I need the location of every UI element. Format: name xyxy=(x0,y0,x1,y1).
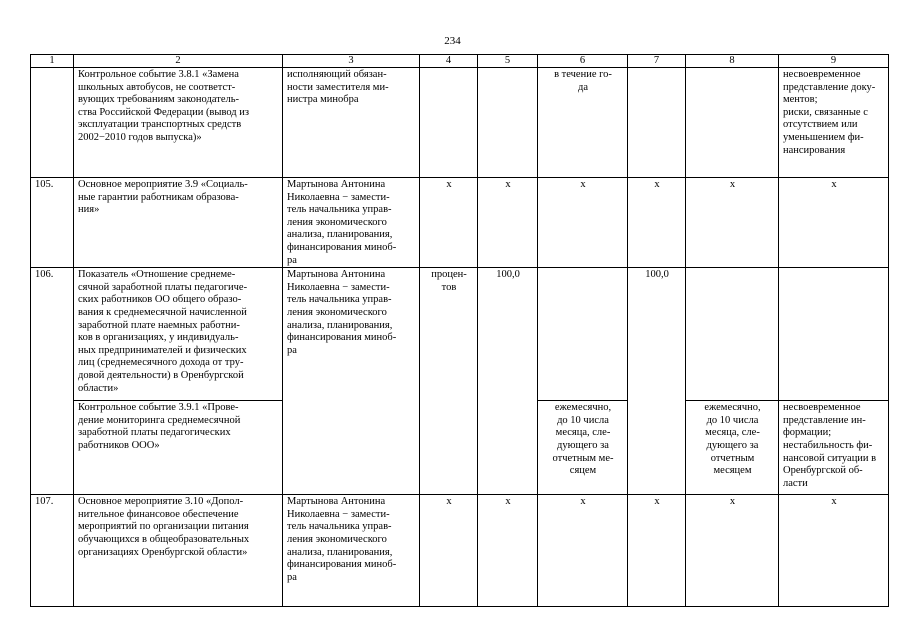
col-header: 2 xyxy=(74,55,283,68)
base-value: х xyxy=(478,495,538,607)
col-header: 5 xyxy=(478,55,538,68)
unit: х xyxy=(420,178,478,268)
risks: х xyxy=(779,178,889,268)
responsible: Мартынова Антонина Николаевна − замести- тель начальника управ- ления экономического анализа, планирования, финансирования миноб- ра xyxy=(283,268,420,495)
event-name: Основное мероприятие 3.9 «Социаль- ные гарантии работникам образова- ния» xyxy=(74,178,283,268)
plan-table xyxy=(30,54,889,607)
period xyxy=(686,268,779,401)
responsible: исполняющий обязан- ности заместителя ми- нистра минобра xyxy=(283,68,420,178)
period: х xyxy=(686,495,779,607)
event-name: Контрольное событие 3.8.1 «Замена школьных автобусов, не соответст- вующих требованиям законодатель- ства Российской Федерации (вывод из эксплуатации транспортных средств 2002−2010 годов выпуска)» xyxy=(74,68,283,178)
period: х xyxy=(686,178,779,268)
unit: процен- тов xyxy=(420,268,478,495)
table-row xyxy=(31,68,889,178)
period xyxy=(686,68,779,178)
col-header: 3 xyxy=(283,55,420,68)
target-value: х xyxy=(628,178,686,268)
row-number: 106. xyxy=(31,268,74,495)
deadline: х xyxy=(538,495,628,607)
base-value: х xyxy=(478,178,538,268)
deadline: х xyxy=(538,178,628,268)
deadline: ежемесячно, до 10 числа месяца, сле- дующего за отчетным ме- сяцем xyxy=(538,401,628,495)
base-value xyxy=(478,68,538,178)
row-number xyxy=(31,68,74,178)
risks: несвоевременное представление ин- формации; нестабильность фи- нансовой ситуации в Оренбургской об- ласти xyxy=(779,401,889,495)
risks xyxy=(779,268,889,401)
col-header: 1 xyxy=(31,55,74,68)
column-numbers-row xyxy=(31,55,889,68)
deadline: в течение го- да xyxy=(538,68,628,178)
target-value: 100,0 xyxy=(628,268,686,495)
table-row xyxy=(31,495,889,607)
deadline xyxy=(538,268,628,401)
risks: несвоевременное представление доку- ментов; риски, связанные с отсутствием или уменьшением фи- нансирования xyxy=(779,68,889,178)
row-number: 105. xyxy=(31,178,74,268)
table-row xyxy=(31,268,889,401)
row-number: 107. xyxy=(31,495,74,607)
risks: х xyxy=(779,495,889,607)
col-header: 7 xyxy=(628,55,686,68)
period: ежемесячно, до 10 числа месяца, сле- дующего за отчетным месяцем xyxy=(686,401,779,495)
event-name: Контрольное событие 3.9.1 «Прове- дение мониторинга среднемесячной заработной платы педагогических работников ООО» xyxy=(74,401,283,495)
page-number: 234 xyxy=(444,35,461,47)
unit: х xyxy=(420,495,478,607)
target-value xyxy=(628,68,686,178)
base-value: 100,0 xyxy=(478,268,538,495)
col-header: 6 xyxy=(538,55,628,68)
target-value: х xyxy=(628,495,686,607)
col-header: 9 xyxy=(779,55,889,68)
col-header: 8 xyxy=(686,55,779,68)
responsible: Мартынова Антонина Николаевна − замести- тель начальника управ- ления экономического анализа, планирования, финансирования миноб- ра xyxy=(283,495,420,607)
indicator-name: Показатель «Отношение среднеме- сячной заработной платы педагогиче- ских работников ОО общего образо- вания к среднемесячной начисленной заработной плате наемных работни- ков в организациях, у индивидуаль- ных предпринимателей и физических лиц (среднемесячного дохода от тру- довой деятельности) в Оренбургской области» xyxy=(74,268,283,401)
responsible: Мартынова Антонина Николаевна − замести- тель начальника управ- ления экономического анализа, планирования, финансирования миноб- ра xyxy=(283,178,420,268)
col-header: 4 xyxy=(420,55,478,68)
table-row xyxy=(31,178,889,268)
event-name: Основное мероприятие 3.10 «Допол- нительное финансовое обеспечение мероприятий по организации питания обучающихся в общеобразовательных организациях Оренбургской области» xyxy=(74,495,283,607)
unit xyxy=(420,68,478,178)
